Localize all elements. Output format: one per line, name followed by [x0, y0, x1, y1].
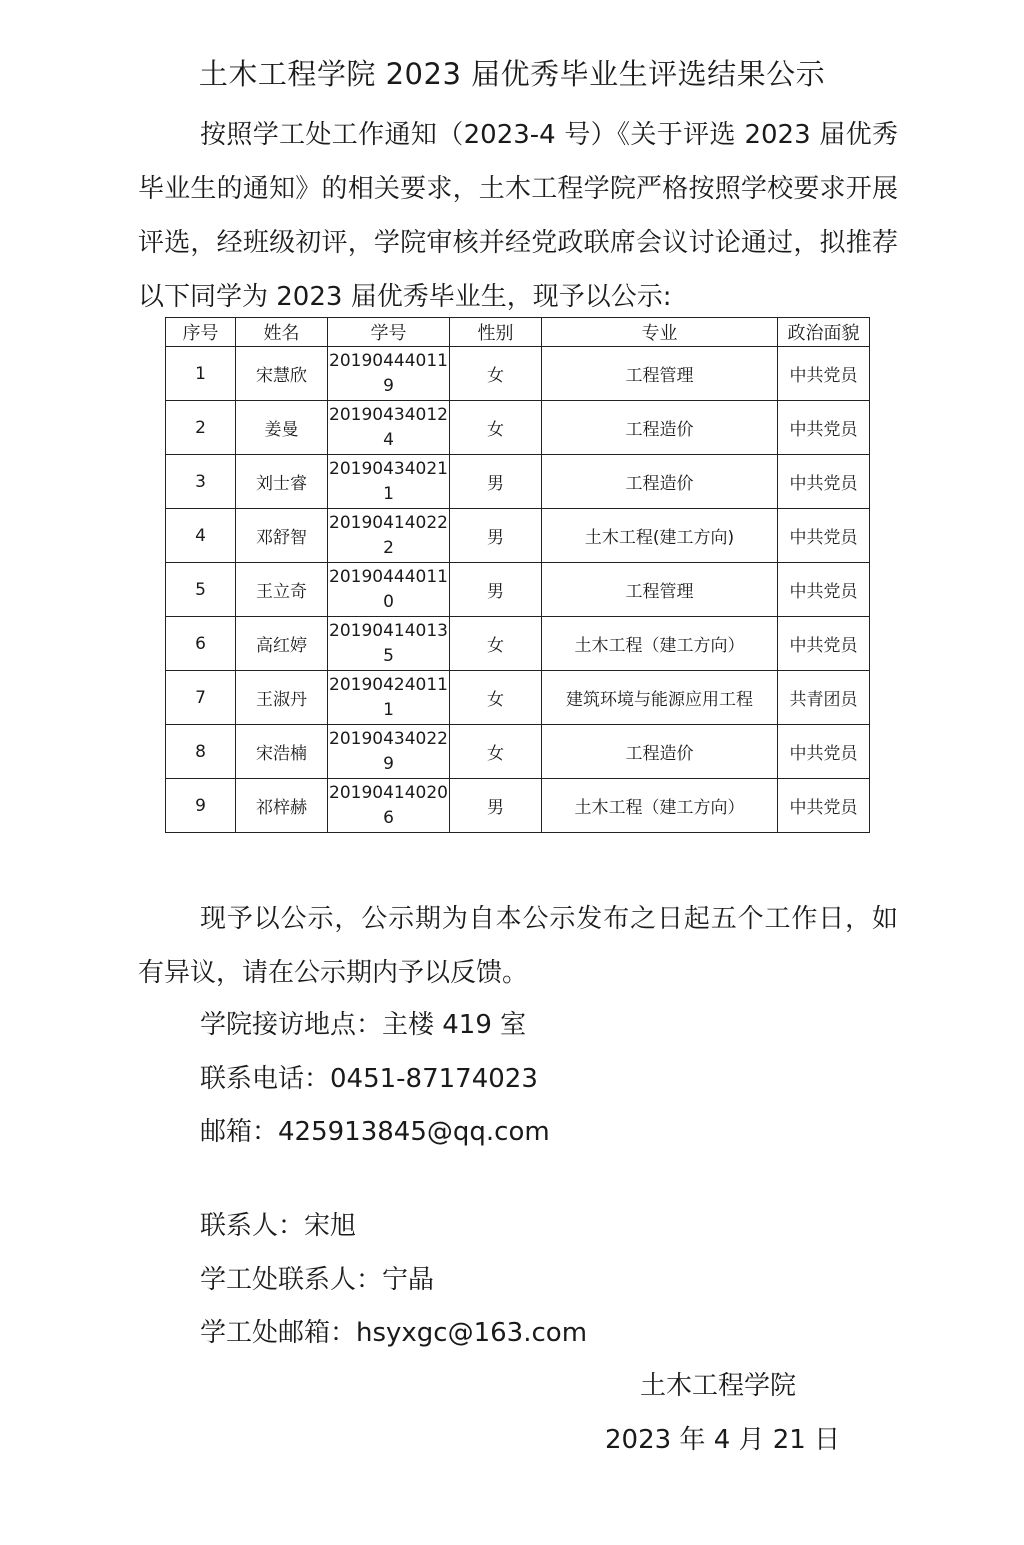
- table-row: [166, 725, 870, 779]
- cell-index: 4: [166, 509, 236, 563]
- table-row: [166, 671, 870, 725]
- contact-email: 邮箱：425913845@qq.com: [200, 1117, 550, 1147]
- cell-index: 2: [166, 401, 236, 455]
- cell-index: 1: [166, 347, 236, 401]
- cell-name: 宋慧欣: [236, 347, 328, 401]
- cell-major: 工程造价: [542, 401, 778, 455]
- signature-organization: 土木工程学院: [640, 1371, 797, 1401]
- cell-student-id: 201904140135: [328, 617, 450, 671]
- cell-political-status: 中共党员: [778, 455, 870, 509]
- cell-index: 7: [166, 671, 236, 725]
- cell-gender: 男: [450, 563, 542, 617]
- cell-political-status: 中共党员: [778, 617, 870, 671]
- cell-gender: 男: [450, 455, 542, 509]
- table-row: [166, 401, 870, 455]
- cell-name: 刘士睿: [236, 455, 328, 509]
- reception-location: 学院接访地点：主楼 419 室: [200, 1010, 527, 1040]
- cell-name: 姜曼: [236, 401, 328, 455]
- header-name: 姓名: [236, 318, 328, 347]
- intro-paragraph: 按照学工处工作通知（2023-4 号）《关于评选 2023 届优秀毕业生的通知》的相关要求，土木工程学院严格按照学校要求开展评选，经班级初评，学院审核并经党政联席会议讨论通过，拟推荐以下同学为 2023 届优秀毕业生，现予以公示:: [138, 120, 898, 312]
- cell-name: 王淑丹: [236, 671, 328, 725]
- cell-political-status: 中共党员: [778, 401, 870, 455]
- cell-gender: 女: [450, 617, 542, 671]
- table-header-row: [166, 318, 870, 347]
- cell-student-id: 201904440119: [328, 347, 450, 401]
- cell-gender: 男: [450, 509, 542, 563]
- header-index: 序号: [166, 318, 236, 347]
- cell-major: 工程管理: [542, 563, 778, 617]
- cell-student-id: 201904440110: [328, 563, 450, 617]
- cell-political-status: 中共党员: [778, 347, 870, 401]
- table-row: [166, 347, 870, 401]
- office-contact-person: 学工处联系人：宁晶: [200, 1265, 435, 1295]
- cell-major: 土木工程（建工方向）: [542, 779, 778, 833]
- cell-index: 6: [166, 617, 236, 671]
- cell-student-id: 201904340211: [328, 455, 450, 509]
- notice-paragraph: 现予以公示，公示期为自本公示发布之日起五个工作日，如有异议，请在公示期内予以反馈。: [138, 904, 898, 988]
- cell-student-id: 201904340229: [328, 725, 450, 779]
- page-title: 土木工程学院 2023 届优秀毕业生评选结果公示: [198, 57, 826, 91]
- cell-political-status: 中共党员: [778, 725, 870, 779]
- cell-gender: 女: [450, 347, 542, 401]
- cell-major: 土木工程（建工方向）: [542, 617, 778, 671]
- cell-political-status: 中共党员: [778, 563, 870, 617]
- contact-phone: 联系电话：0451-87174023: [200, 1064, 538, 1094]
- cell-student-id: 201904340124: [328, 401, 450, 455]
- cell-index: 9: [166, 779, 236, 833]
- cell-major: 工程造价: [542, 455, 778, 509]
- cell-gender: 男: [450, 779, 542, 833]
- table-row: [166, 617, 870, 671]
- header-political-status: 政治面貌: [778, 318, 870, 347]
- cell-political-status: 中共党员: [778, 509, 870, 563]
- cell-gender: 女: [450, 671, 542, 725]
- contact-person: 联系人：宋旭: [200, 1211, 357, 1241]
- cell-name: 祁梓赫: [236, 779, 328, 833]
- cell-index: 3: [166, 455, 236, 509]
- office-email: 学工处邮箱：hsyxgc@163.com: [200, 1318, 588, 1348]
- cell-name: 邓舒智: [236, 509, 328, 563]
- cell-gender: 女: [450, 401, 542, 455]
- table-row: [166, 779, 870, 833]
- header-major: 专业: [542, 318, 778, 347]
- cell-major: 工程管理: [542, 347, 778, 401]
- cell-gender: 女: [450, 725, 542, 779]
- cell-major: 建筑环境与能源应用工程: [542, 671, 778, 725]
- cell-index: 8: [166, 725, 236, 779]
- cell-political-status: 共青团员: [778, 671, 870, 725]
- cell-name: 王立奇: [236, 563, 328, 617]
- cell-name: 高红婷: [236, 617, 328, 671]
- cell-major: 工程造价: [542, 725, 778, 779]
- cell-political-status: 中共党员: [778, 779, 870, 833]
- table-row: [166, 509, 870, 563]
- cell-name: 宋浩楠: [236, 725, 328, 779]
- header-student-id: 学号: [328, 318, 450, 347]
- header-gender: 性别: [450, 318, 542, 347]
- signature-date: 2023 年 4 月 21 日: [605, 1425, 841, 1455]
- cell-student-id: 201904240111: [328, 671, 450, 725]
- cell-major: 土木工程(建工方向): [542, 509, 778, 563]
- cell-student-id: 201904140206: [328, 779, 450, 833]
- graduate-table: [165, 317, 870, 833]
- table-row: [166, 455, 870, 509]
- cell-student-id: 201904140222: [328, 509, 450, 563]
- cell-index: 5: [166, 563, 236, 617]
- table-row: [166, 563, 870, 617]
